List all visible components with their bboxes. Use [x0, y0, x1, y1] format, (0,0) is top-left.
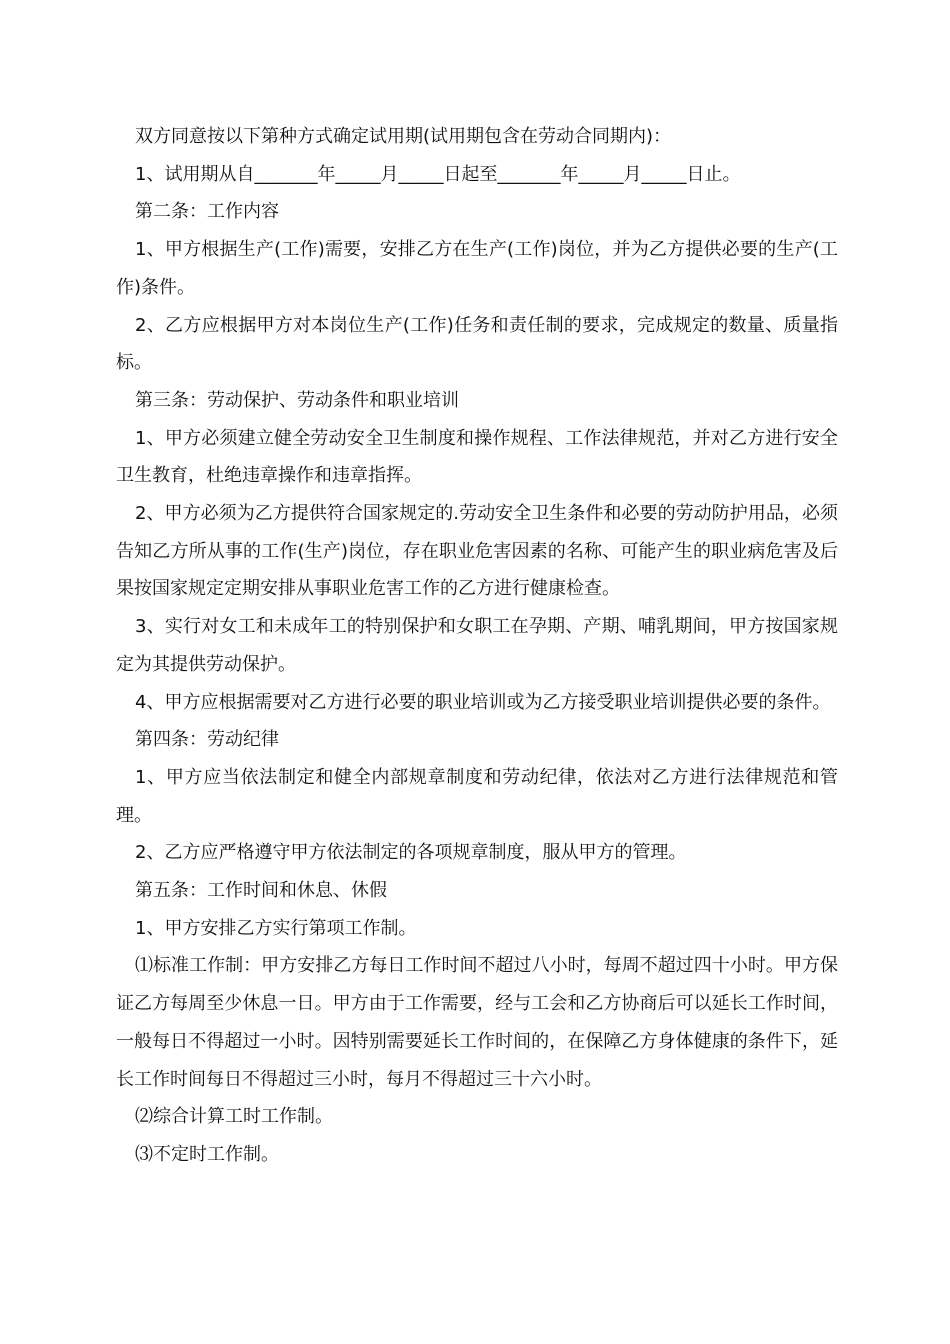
- article-2-heading: 第二条：工作内容: [135, 201, 279, 223]
- document-body: [116, 118, 838, 1174]
- article-2-clause-2: 2、乙方应根据甲方对本岗位生产(工作)任务和责任制的要求，完成规定的数量、质量指标。: [116, 314, 838, 374]
- standard-work-hours-clause: ⑴标准工作制：甲方安排乙方每日工作时间不超过八小时，每周不超过四十小时。甲方保证乙方每周至少休息一日。甲方由于工作需要，经与工会和乙方协商后可以延长工作时间，一般每日不得超过一小时。因特别需要延长工作时间的，在保障乙方身体健康的条件下，延长工作时间每日不得超过三小时，每月不得超过三十六小时。: [116, 955, 838, 1090]
- article-3-heading: 第三条：劳动保护、劳动条件和职业培训: [135, 389, 459, 411]
- article-4-clause-1: 1、甲方应当依法制定和健全内部规章制度和劳动纪律，依法对乙方进行法律规范和管理。: [116, 766, 838, 826]
- comprehensive-hours-clause: ⑵综合计算工时工作制。: [135, 1106, 333, 1128]
- article-3-clause-4: 4、甲方应根据需要对乙方进行必要的职业培训或为乙方接受职业培训提供必要的条件。: [135, 691, 831, 713]
- intro-probation-method: 双方同意按以下第种方式确定试用期(试用期包含在劳动合同期内)：: [135, 126, 672, 147]
- article-3-clause-1: 1、甲方必须建立健全劳动安全卫生制度和操作规程、工作法律规范，并对乙方进行安全卫生教育，杜绝违章操作和违章指挥。: [116, 427, 838, 487]
- flexible-hours-clause: ⑶不定时工作制。: [135, 1143, 279, 1165]
- article-2-clause-1: 1、甲方根据生产(工作)需要，安排乙方在生产(工作)岗位，并为乙方提供必要的生产(工作)条件。: [116, 239, 838, 298]
- article-5-clause-1: 1、甲方安排乙方实行第项工作制。: [135, 917, 417, 939]
- probation-period-dates: 1、试用期从自_______年_____月_____日起至_______年_____月_____日止。: [135, 163, 741, 185]
- article-5-heading: 第五条：工作时间和休息、休假: [135, 880, 387, 902]
- article-3-clause-2: 2、甲方必须为乙方提供符合国家规定的.劳动安全卫生条件和必要的劳动防护用品，必须告知乙方所从事的工作(生产)岗位，存在职业危害因素的名称、可能产生的职业病危害及后果按国家规定定期安排从事职业危害工作的乙方进行健康检查。: [116, 503, 838, 600]
- article-4-heading: 第四条：劳动纪律: [135, 729, 279, 751]
- article-4-clause-2: 2、乙方应严格遵守甲方依法制定的各项规章制度，服从甲方的管理。: [135, 842, 687, 864]
- article-3-clause-3: 3、实行对女工和未成年工的特别保护和女职工在孕期、产期、哺乳期间，甲方按国家规定为其提供劳动保护。: [116, 616, 838, 675]
